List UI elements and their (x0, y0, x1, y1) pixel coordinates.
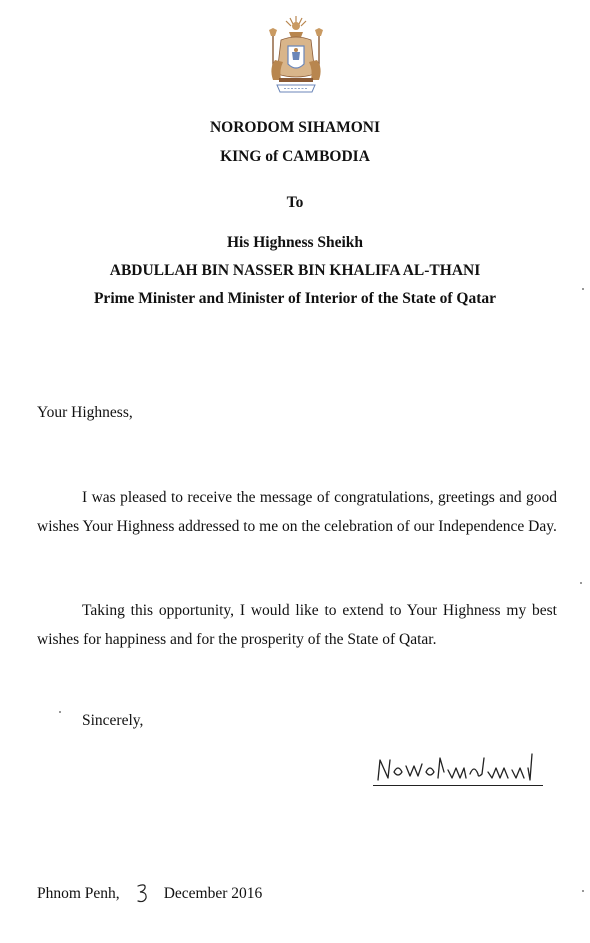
ink-speck (59, 711, 61, 713)
addressee-name: ABDULLAH BIN NASSER BIN KHALIFA AL-THANI (109, 262, 481, 279)
royal-arms-of-cambodia-icon (259, 14, 333, 98)
to-label: To (286, 194, 304, 211)
body-paragraph-2: Taking this opportunity, I would like to extend to Your Highness my best wishes for happiness and for the prosperity of the State of Qatar. (37, 602, 557, 648)
ink-speck (582, 288, 584, 290)
ink-speck (580, 582, 582, 584)
ink-speck (582, 890, 584, 892)
handwritten-day (134, 882, 152, 904)
salutation: Your Highness, (37, 404, 133, 421)
sender-name: NORODOM SIHAMONI (209, 119, 381, 136)
day: 3 (142, 896, 144, 897)
addressee-honorific: His Highness Sheikh (226, 234, 364, 251)
place-date (37, 882, 262, 904)
signature-line (373, 785, 543, 786)
handwritten-signature-icon (374, 748, 542, 788)
body-paragraph-1: I was pleased to receive the message of congratulations, greetings and good wishes Your Highness addressed to me on the celebration of our Independence Day. (37, 489, 557, 535)
month-year: December 2016 (163, 885, 263, 902)
sender-title: KING of CAMBODIA (220, 148, 370, 165)
place: Phnom Penh, (37, 885, 120, 902)
addressee-position: Prime Minister and Minister of Interior of the State of Qatar (93, 290, 497, 307)
closing: Sincerely, (82, 712, 144, 729)
